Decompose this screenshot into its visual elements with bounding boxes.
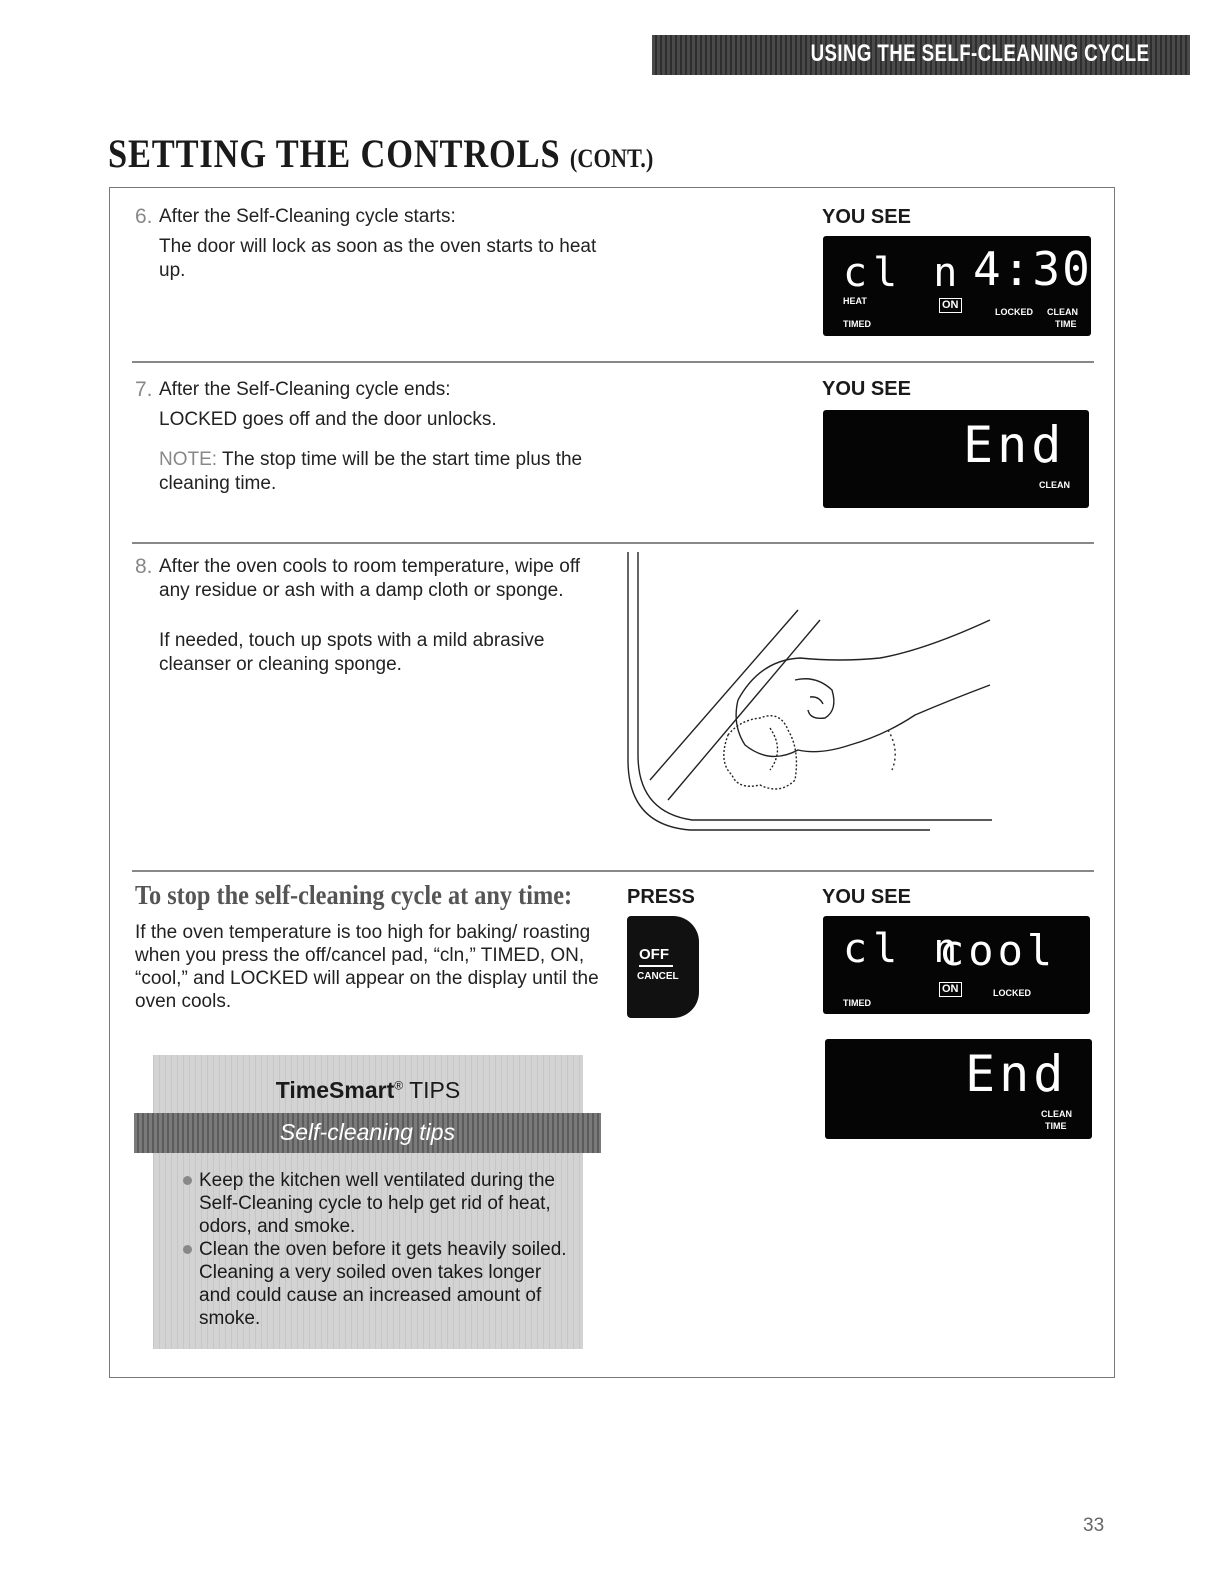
bullet-icon xyxy=(183,1245,192,1254)
step-heading: After the Self-Cleaning cycle starts: xyxy=(159,206,456,227)
tip-text: Clean the oven before it gets heavily soiled. Cleaning a very soiled oven takes longer and could cause an increased amount of smoke. xyxy=(199,1239,567,1329)
press-label: PRESS xyxy=(627,886,695,908)
tips-brand-rest: TIPS xyxy=(403,1077,461,1103)
step-8 xyxy=(135,555,615,685)
hand-wiping-oven-illustration xyxy=(620,550,1000,850)
tips-brand: TimeSmart xyxy=(275,1077,395,1103)
bullet-icon xyxy=(183,1176,192,1185)
display-label-on: ON xyxy=(939,298,962,313)
display-label-clean: CLEAN xyxy=(1047,307,1078,317)
oven-display-clean-timed xyxy=(823,236,1091,336)
step-number: 8. xyxy=(135,555,153,578)
off-key-label: OFF xyxy=(639,946,669,963)
cancel-key-label: CANCEL xyxy=(637,971,679,982)
tips-title xyxy=(153,1077,583,1104)
section-header-title: USING THE SELF-CLEANING CYCLE xyxy=(811,40,1150,67)
section-header-bar xyxy=(652,35,1190,75)
stop-cycle-heading: To stop the self-cleaning cycle at any time: xyxy=(135,880,573,910)
section-divider xyxy=(132,870,1094,872)
section-divider xyxy=(132,542,1094,544)
display-label-timed: TIMED xyxy=(843,319,871,329)
off-cancel-key[interactable] xyxy=(627,916,699,1018)
tips-bar xyxy=(134,1113,601,1153)
step-text: If needed, touch up spots with a mild abrasive cleanser or cleaning sponge. xyxy=(159,630,545,675)
display-label-locked: LOCKED xyxy=(993,988,1031,998)
section-divider xyxy=(132,361,1094,363)
step-text: LOCKED goes off and the door unlocks. xyxy=(159,409,497,430)
note-label: NOTE: xyxy=(159,449,218,470)
you-see-label: YOU SEE xyxy=(822,378,911,400)
display-right-digits: End xyxy=(963,416,1066,474)
display-label-time: TIME xyxy=(1055,319,1077,329)
you-see-label: YOU SEE xyxy=(822,206,911,228)
display-left-digits: cl n xyxy=(843,926,964,972)
display-label-clean: CLEAN xyxy=(1039,480,1070,490)
display-label-timed: TIMED xyxy=(843,998,871,1008)
step-text: The door will lock as soon as the oven starts to heat up. xyxy=(159,236,597,281)
off-key-bar xyxy=(639,965,673,967)
page-title-suffix: (CONT.) xyxy=(569,144,654,173)
tip-item xyxy=(183,1238,573,1330)
step-7 xyxy=(135,378,615,498)
display-left-digits: cl n xyxy=(843,250,964,296)
step-number: 7. xyxy=(135,378,153,401)
step-heading: After the oven cools to room temperature, wipe off any residue or ash with a damp cloth or sponge. xyxy=(159,556,581,601)
display-label-time: TIME xyxy=(1045,1121,1067,1131)
page-title-main: SETTING THE CONTROLS xyxy=(108,131,561,176)
display-right-digits: 4:30 xyxy=(973,242,1092,296)
step-6 xyxy=(135,205,615,295)
oven-display-end-time xyxy=(825,1039,1092,1139)
display-right-digits: cool xyxy=(939,926,1057,975)
display-label-locked: LOCKED xyxy=(995,307,1033,317)
step-note xyxy=(159,448,599,496)
oven-display-end xyxy=(823,410,1089,508)
tips-box xyxy=(153,1055,583,1349)
page-number: 33 xyxy=(1083,1515,1105,1536)
page-title xyxy=(108,130,653,177)
display-label-heat: HEAT xyxy=(843,296,867,306)
display-label-on: ON xyxy=(939,982,962,997)
tip-item xyxy=(183,1169,573,1238)
tips-list xyxy=(183,1169,573,1330)
display-label-clean: CLEAN xyxy=(1041,1109,1072,1119)
tips-brand-mark: ® xyxy=(394,1078,404,1093)
you-see-label: YOU SEE xyxy=(822,886,911,908)
tips-bar-title: Self-cleaning tips xyxy=(279,1119,456,1145)
note-text: The stop time will be the start time plus the cleaning time. xyxy=(159,449,583,494)
step-heading: After the Self-Cleaning cycle ends: xyxy=(159,379,451,400)
oven-display-cool xyxy=(823,916,1090,1014)
display-right-digits: End xyxy=(965,1045,1068,1103)
step-number: 6. xyxy=(135,205,153,228)
stop-cycle-body: If the oven temperature is too high for baking/ roasting when you press the off/cancel pad, “cln,” TIMED, ON, “cool,” and LOCKED will appear on the display until the oven cools. xyxy=(135,922,599,1012)
tip-text: Keep the kitchen well ventilated during the Self-Cleaning cycle to help get rid of heat, odors, and smoke. xyxy=(199,1170,555,1237)
